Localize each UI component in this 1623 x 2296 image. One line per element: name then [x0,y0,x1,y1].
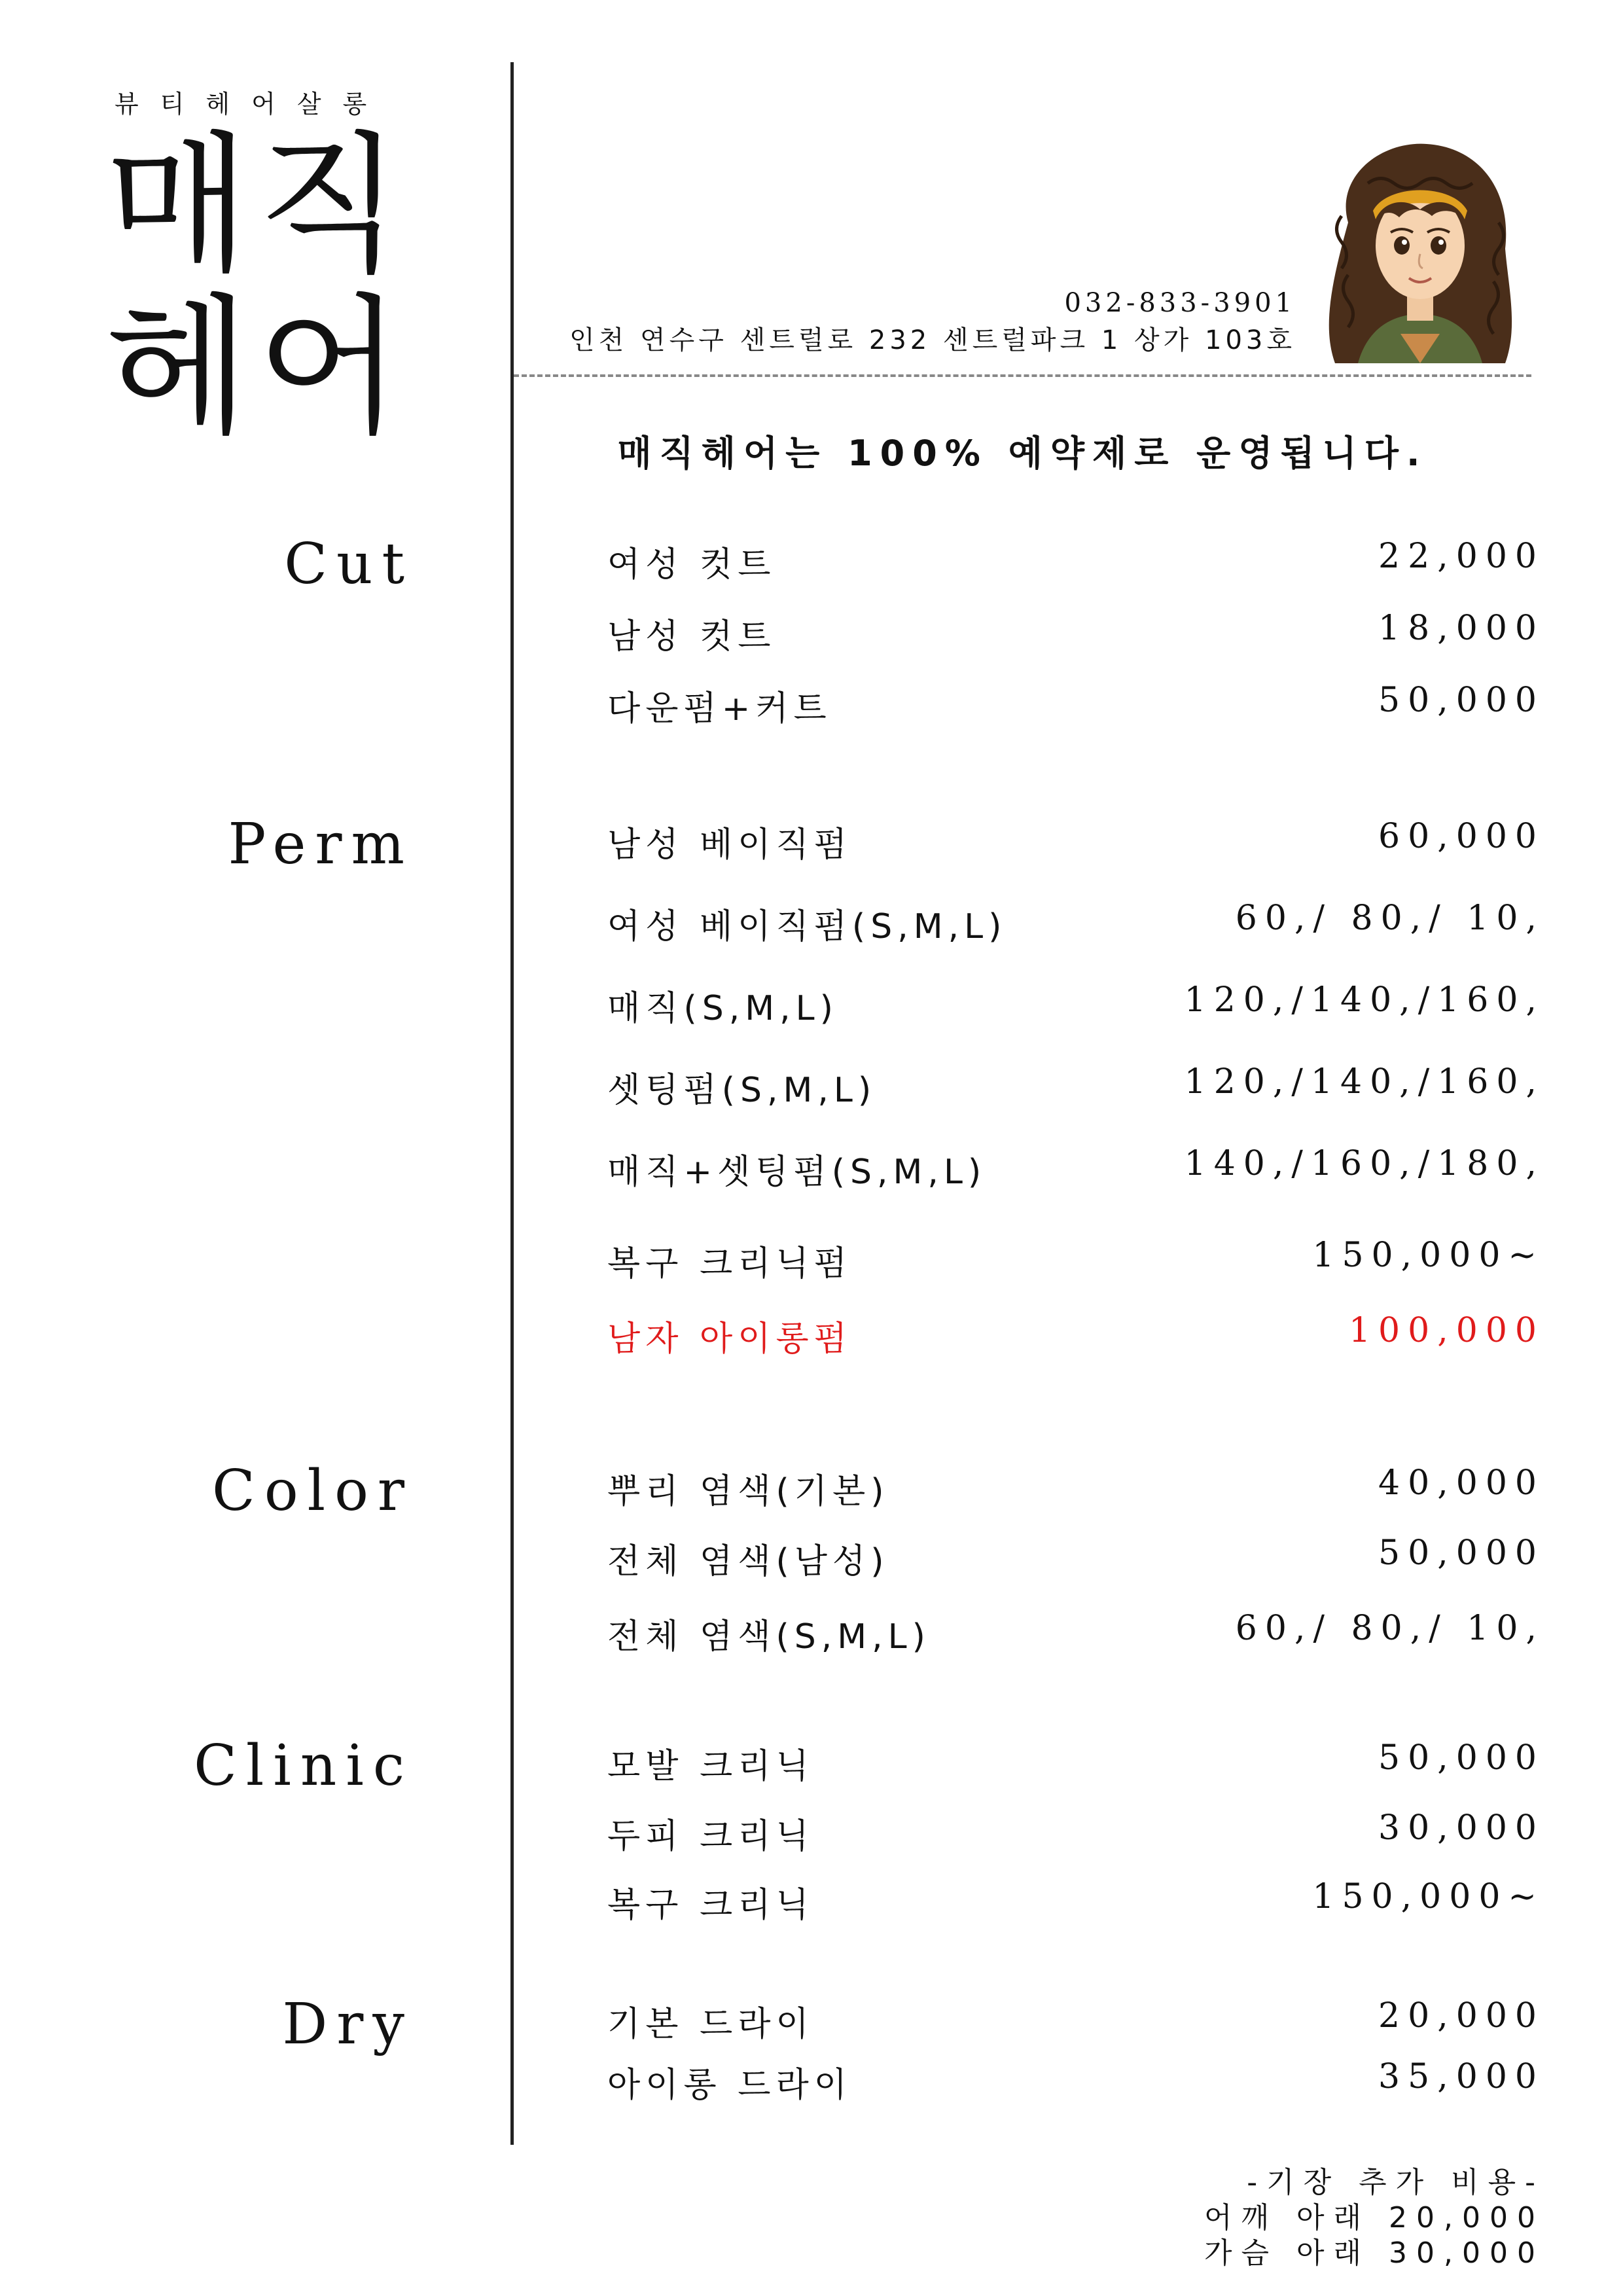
menu-item-price: 50,000 [1378,1534,1544,1573]
menu-item-name: 기본 드라이 [607,2005,814,2044]
menu-item-name: 복구 크리닉펌 [607,1244,852,1283]
menu-item-price: 150,000~ [1312,1877,1544,1916]
menu-row [607,1236,1544,1283]
menu-item-name: 전체 염색(남성) [607,1542,889,1581]
menu-item-name: 매직(S,M,L) [607,989,838,1028]
menu-row-highlight [607,1311,1544,1358]
menu-item-price: 100,000 [1348,1311,1544,1350]
menu-item-price: 35,000 [1378,2057,1544,2096]
menu-item-name: 뿌리 염색(기본) [607,1472,889,1511]
menu-item-price: 140,/160,/180, [1184,1144,1544,1183]
salon-subtitle: 뷰티헤어살롱 [115,90,389,118]
category-clinic: Clinic [194,1733,414,1799]
menu-row [607,537,1544,584]
brand-title-line1: 매직 [105,118,409,293]
menu-row [607,1463,1544,1511]
menu-row [607,1144,1544,1191]
menu-item-name: 매직+셋팅펌(S,M,L) [607,1153,987,1192]
menu-row [607,681,1544,728]
category-color: Color [212,1458,414,1524]
length-surcharge-shoulder: 어깨 아래 20,000 [1204,2201,1544,2234]
menu-item-name: 남성 컷트 [607,617,776,656]
menu-item-price: 20,000 [1378,1996,1544,2036]
phone-number: 032-833-3901 [1064,288,1296,318]
address: 인천 연수구 센트럴로 232 센트럴파크 1 상가 103호 [569,325,1296,355]
menu-item-name: 여성 베이직펌(S,M,L) [607,907,1007,946]
menu-item-name: 복구 크리닉 [607,1886,814,1925]
menu-row [607,980,1544,1028]
menu-item-price: 30,000 [1378,1808,1544,1848]
menu-row [607,899,1544,946]
menu-item-name: 전체 염색(S,M,L) [607,1617,931,1657]
menu-row [607,1877,1544,1924]
menu-item-name: 아이롱 드라이 [607,2066,852,2105]
category-cut: Cut [284,531,414,597]
menu-row [607,817,1544,864]
menu-item-name: 여성 컷트 [607,545,776,584]
menu-item-name: 다운펌+커트 [607,689,832,728]
menu-item-price: 60,/ 80,/ 10, [1235,899,1544,938]
menu-item-price: 50,000 [1378,1738,1544,1778]
menu-row [607,1996,1544,2043]
dashed-divider [514,374,1531,377]
menu-row [607,609,1544,656]
menu-row [607,1534,1544,1581]
menu-item-price: 60,000 [1378,817,1544,856]
menu-item-name: 남자 아이롱펌 [607,1319,852,1359]
menu-row [607,1609,1544,1656]
menu-item-price: 60,/ 80,/ 10, [1235,1609,1544,1648]
menu-item-price: 50,000 [1378,681,1544,720]
menu-item-price: 18,000 [1378,609,1544,648]
length-surcharge-title: -기장 추가 비용- [1247,2166,1544,2199]
menu-row [607,2057,1544,2104]
category-perm: Perm [228,812,414,877]
menu-item-name: 셋팅펌(S,M,L) [607,1071,877,1110]
reservation-notice: 매직헤어는 100% 예약제로 운영됩니다. [617,433,1428,474]
menu-item-price: 40,000 [1378,1463,1544,1503]
menu-item-name: 남성 베이직펌 [607,825,852,865]
length-surcharge-chest: 가슴 아래 30,000 [1204,2236,1544,2270]
menu-row [607,1808,1544,1856]
menu-item-name: 모발 크리닉 [607,1747,814,1786]
menu-item-price: 120,/140,/160, [1184,980,1544,1020]
menu-row [607,1062,1544,1109]
category-dry: Dry [282,1992,414,2057]
menu-item-name: 두피 크리닉 [607,1817,814,1856]
menu-item-price: 150,000~ [1312,1236,1544,1275]
menu-row [607,1738,1544,1785]
menu-item-price: 22,000 [1378,537,1544,576]
portrait-icon [1322,137,1518,363]
menu-item-price: 120,/140,/160, [1184,1062,1544,1102]
brand-title-line2: 헤어 [105,281,409,456]
